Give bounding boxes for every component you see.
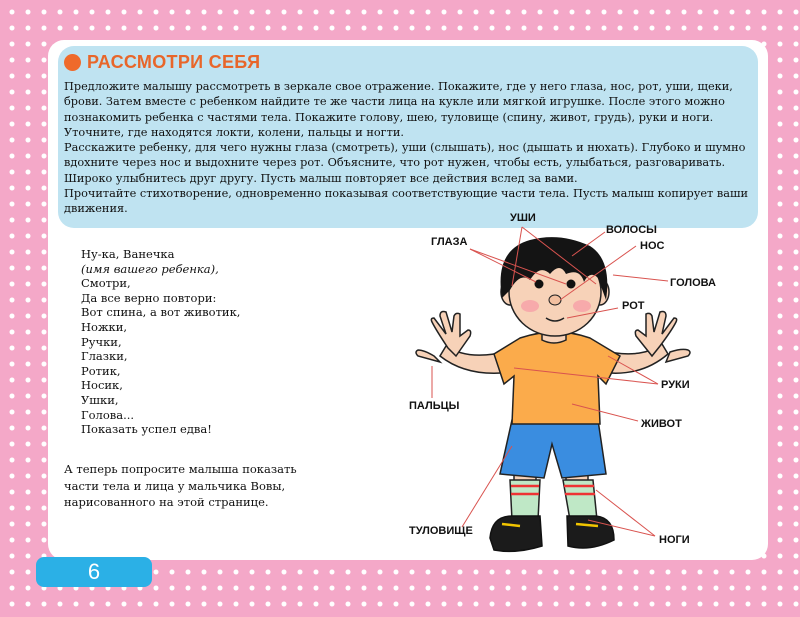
label-belly: ЖИВОТ <box>641 418 682 430</box>
intro-paragraph: Широко улыбнитесь друг другу. Пусть малыш повторяет все действия вслед за вами. <box>64 171 578 185</box>
label-eyes: ГЛАЗА <box>431 236 468 248</box>
poem-line: Да все верно повтори: <box>81 290 217 305</box>
poem-line: Показать успел едва! <box>81 422 212 437</box>
bullet-dot-icon <box>64 54 81 71</box>
poem-line: Ушки, <box>81 392 119 407</box>
label-nose: НОС <box>640 240 665 252</box>
intro-text <box>64 79 756 217</box>
poem-line: (имя вашего ребенка), <box>81 261 219 276</box>
label-fingers: ПАЛЬЦЫ <box>409 400 460 412</box>
poem-line: Ну-ка, Ванечка <box>81 247 175 261</box>
activity-note: А теперь попросите малыша показать части тела и лица у мальчика Вовы, нарисованного на этой странице. <box>64 462 297 509</box>
page-title: РАССМОТРИ СЕБЯ <box>87 52 261 72</box>
intro-paragraph: Предложите малышу рассмотреть в зеркале свое отражение. Покажите, где у него глаза, нос, рот, уши, щеки, брови. Затем вместе с ребенком найдите те же части лица на кукле или мягкой игрушке. После этого можно познакомить ребенка с частями тела. Покажите голову, шею, туловище (спину, живот, грудь), руки и ноги. Уточните, где находятся локти, колени, пальцы и ногти. <box>64 80 733 139</box>
label-torso: ТУЛОВИЩЕ <box>409 525 473 537</box>
intro-paragraph: Расскажите ребенку, для чего нужны глаза (смотреть), уши (слышать), нос (дышать и нюхать). Глубоко и шумно вдохните через нос и выдохните через рот. Объясните, что рот нужен, чтобы есть, улыбаться, разговаривать. <box>64 141 746 170</box>
label-legs: НОГИ <box>659 534 690 546</box>
label-hair: ВОЛОСЫ <box>606 224 657 236</box>
label-arms: РУКИ <box>661 379 690 391</box>
poem-line: Голова... <box>81 407 135 422</box>
poem-line: Глазки, <box>81 349 128 364</box>
poem-line: Ручки, <box>81 334 122 349</box>
page-number-badge: 6 <box>36 557 152 587</box>
poem-line: Вот спина, а вот животик, <box>81 305 241 320</box>
poem <box>81 247 240 437</box>
section-header <box>64 52 260 73</box>
poem-line: Носик, <box>81 378 123 393</box>
label-mouth: РОТ <box>622 300 645 312</box>
label-head: ГОЛОВА <box>670 277 716 289</box>
label-ears: УШИ <box>510 212 536 224</box>
poem-line: Смотри, <box>81 276 131 291</box>
poem-line: Ротик, <box>81 363 121 378</box>
intro-paragraph: Прочитайте стихотворение, одновременно показывая соответствующие части тела. Пусть малыш копирует ваши движения. <box>64 187 749 216</box>
poem-line: Ножки, <box>81 319 128 334</box>
